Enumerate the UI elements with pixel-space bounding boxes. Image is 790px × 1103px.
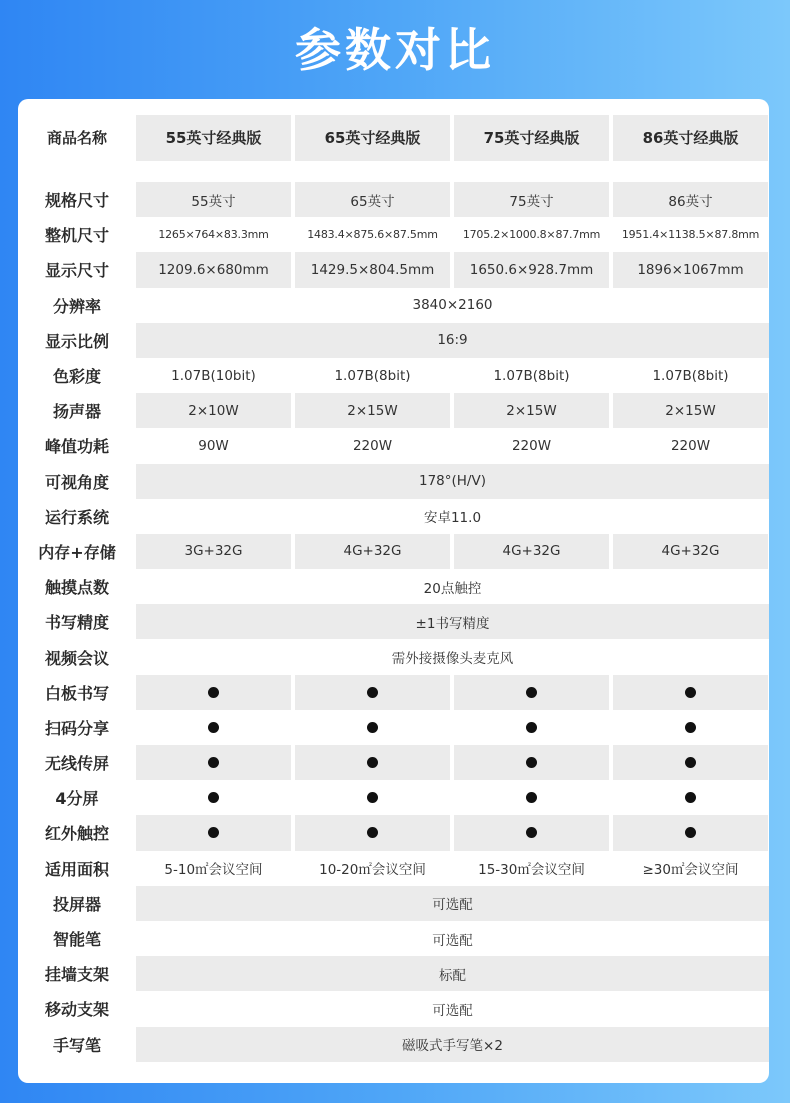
supported-cell — [136, 710, 291, 745]
row-values — [136, 393, 769, 428]
table-row — [18, 358, 769, 393]
supported-cell — [613, 745, 768, 780]
table-row — [18, 780, 769, 815]
value-cell: 15-30㎡会议空间 — [478, 862, 585, 879]
supported-cell — [613, 675, 768, 710]
row-label: 运行系统 — [44, 507, 109, 527]
value-cell: 1.07B(8bit) — [493, 367, 570, 384]
value-cell: 1.07B(8bit) — [652, 367, 729, 384]
row-values — [136, 991, 769, 1026]
row-values — [136, 288, 769, 323]
value-cell: 1483.4×875.6×87.5mm — [307, 228, 438, 242]
supported-dot-icon — [685, 827, 696, 838]
merged-value-cell: 需外接摄像头麦克风 — [391, 651, 514, 668]
merged-value-cell: 3840×2160 — [412, 297, 493, 314]
table-row — [18, 886, 769, 921]
supported-cell — [295, 780, 450, 815]
row-label: 显示尺寸 — [44, 261, 109, 281]
value-cell: 220W — [511, 437, 552, 454]
row-values — [136, 323, 769, 358]
row-label: 色彩度 — [52, 367, 101, 387]
row-values — [136, 499, 769, 534]
supported-cell — [613, 780, 768, 815]
value-cell: 90W — [198, 437, 229, 454]
value-cell: 55英寸 — [136, 182, 291, 217]
supported-dot-icon — [526, 827, 537, 838]
supported-dot-icon — [685, 792, 696, 803]
row-label: 内存+存储 — [38, 542, 116, 562]
row-label: 可视角度 — [44, 472, 109, 492]
row-label: 适用面积 — [44, 859, 109, 879]
row-values — [136, 710, 769, 745]
merged-value-cell: ±1书写精度 — [136, 604, 769, 639]
header-model-86: 86英寸经典版 — [613, 115, 768, 161]
row-values — [136, 886, 769, 921]
value-cell: 4G+32G — [454, 534, 609, 569]
value-cell: 1.07B(8bit) — [334, 367, 411, 384]
merged-value-cell: 磁吸式手写笔×2 — [136, 1027, 769, 1062]
row-values — [136, 921, 769, 956]
value-cell: 1429.5×804.5mm — [295, 252, 450, 287]
supported-dot-icon — [367, 757, 378, 768]
row-values — [136, 464, 769, 499]
supported-dot-icon — [526, 722, 537, 733]
row-label: 智能笔 — [52, 930, 101, 950]
table-row — [18, 1027, 769, 1062]
row-values — [136, 639, 769, 674]
table-row — [18, 991, 769, 1026]
row-label: 扫码分享 — [44, 718, 109, 738]
merged-value-cell: 标配 — [136, 956, 769, 991]
merged-value-cell: 20点触控 — [423, 580, 482, 597]
merged-value-cell: 可选配 — [432, 932, 473, 949]
row-values — [136, 675, 769, 710]
value-cell: 220W — [670, 437, 711, 454]
row-values — [136, 815, 769, 850]
table-row — [18, 182, 769, 217]
row-label: 4分屏 — [55, 789, 99, 809]
value-cell: 4G+32G — [295, 534, 450, 569]
spec-comparison-table — [18, 99, 769, 1083]
table-row — [18, 499, 769, 534]
value-cell: 86英寸 — [613, 182, 768, 217]
table-row — [18, 428, 769, 463]
spec-rows — [18, 182, 769, 1062]
value-cell: 75英寸 — [454, 182, 609, 217]
supported-cell — [295, 745, 450, 780]
supported-cell — [454, 815, 609, 850]
table-row — [18, 534, 769, 569]
row-label: 书写精度 — [44, 613, 109, 633]
supported-cell — [454, 675, 609, 710]
value-cell: 1.07B(10bit) — [171, 367, 256, 384]
value-cell: 1951.4×1138.5×87.8mm — [621, 228, 760, 242]
supported-cell — [136, 745, 291, 780]
value-cell: 220W — [352, 437, 393, 454]
table-row — [18, 604, 769, 639]
table-row — [18, 393, 769, 428]
merged-value-cell: 安卓11.0 — [423, 510, 482, 527]
supported-cell — [613, 815, 768, 850]
row-values — [136, 182, 769, 217]
supported-cell — [136, 815, 291, 850]
table-row — [18, 815, 769, 850]
supported-dot-icon — [685, 757, 696, 768]
value-cell: ≥30㎡会议空间 — [642, 862, 739, 879]
header-model-65: 65英寸经典版 — [295, 115, 450, 161]
row-values — [136, 745, 769, 780]
supported-dot-icon — [367, 722, 378, 733]
merged-value-cell: 可选配 — [432, 1002, 473, 1019]
supported-dot-icon — [685, 687, 696, 698]
row-label: 触摸点数 — [44, 578, 109, 598]
supported-cell — [454, 780, 609, 815]
value-cell: 1705.2×1000.8×87.7mm — [462, 228, 601, 242]
row-label: 分辨率 — [52, 296, 101, 316]
table-row — [18, 639, 769, 674]
supported-dot-icon — [208, 687, 219, 698]
value-cell: 2×15W — [613, 393, 768, 428]
table-row — [18, 288, 769, 323]
merged-value-cell: 178°(H/V) — [136, 464, 769, 499]
row-values — [136, 1027, 769, 1062]
supported-dot-icon — [208, 722, 219, 733]
supported-cell — [136, 675, 291, 710]
table-row — [18, 956, 769, 991]
value-cell: 3G+32G — [136, 534, 291, 569]
supported-dot-icon — [208, 757, 219, 768]
row-label: 峰值功耗 — [44, 437, 109, 457]
value-cell: 1265×764×83.3mm — [158, 228, 269, 242]
header-model-55: 55英寸经典版 — [136, 115, 291, 161]
header-model-75: 75英寸经典版 — [454, 115, 609, 161]
supported-dot-icon — [526, 792, 537, 803]
row-values — [136, 569, 769, 604]
supported-cell — [613, 710, 768, 745]
row-values — [136, 780, 769, 815]
row-values — [136, 534, 769, 569]
table-row — [18, 851, 769, 886]
row-values — [136, 252, 769, 287]
row-label: 整机尺寸 — [44, 226, 109, 246]
value-cell: 4G+32G — [613, 534, 768, 569]
row-values — [136, 604, 769, 639]
supported-dot-icon — [208, 792, 219, 803]
table-row — [18, 745, 769, 780]
row-label: 规格尺寸 — [44, 191, 109, 211]
page-title: 参数对比 — [295, 23, 495, 77]
row-values — [136, 956, 769, 991]
supported-dot-icon — [367, 687, 378, 698]
table-row — [18, 675, 769, 710]
supported-dot-icon — [367, 827, 378, 838]
row-label: 白板书写 — [44, 683, 109, 703]
row-label: 红外触控 — [44, 824, 109, 844]
row-label: 视频会议 — [44, 648, 109, 668]
row-label: 投屏器 — [52, 894, 101, 914]
row-values — [136, 358, 769, 393]
value-cell: 10-20㎡会议空间 — [319, 862, 426, 879]
supported-dot-icon — [526, 687, 537, 698]
row-values — [136, 428, 769, 463]
table-row — [18, 323, 769, 358]
supported-dot-icon — [367, 792, 378, 803]
supported-cell — [295, 675, 450, 710]
supported-cell — [454, 710, 609, 745]
table-row — [18, 464, 769, 499]
row-label: 移动支架 — [44, 1000, 109, 1020]
table-row — [18, 252, 769, 287]
row-label: 手写笔 — [52, 1035, 101, 1055]
row-values — [136, 217, 769, 252]
table-row — [18, 710, 769, 745]
row-values — [136, 851, 769, 886]
supported-cell — [136, 780, 291, 815]
merged-value-cell: 16:9 — [136, 323, 769, 358]
value-cell: 2×15W — [454, 393, 609, 428]
value-cell: 1209.6×680mm — [136, 252, 291, 287]
row-label: 挂墙支架 — [44, 965, 109, 985]
supported-cell — [295, 710, 450, 745]
supported-dot-icon — [208, 827, 219, 838]
table-row — [18, 217, 769, 252]
value-cell: 2×10W — [136, 393, 291, 428]
supported-dot-icon — [526, 757, 537, 768]
value-cell: 2×15W — [295, 393, 450, 428]
table-row — [18, 569, 769, 604]
supported-cell — [454, 745, 609, 780]
value-cell: 1896×1067mm — [613, 252, 768, 287]
supported-dot-icon — [685, 722, 696, 733]
table-row — [18, 921, 769, 956]
row-label: 扬声器 — [52, 402, 101, 422]
supported-cell — [295, 815, 450, 850]
value-cell: 1650.6×928.7mm — [454, 252, 609, 287]
value-cell: 65英寸 — [295, 182, 450, 217]
header-label: 商品名称 — [46, 129, 107, 147]
row-label: 无线传屏 — [44, 754, 109, 774]
row-label: 显示比例 — [44, 331, 109, 351]
value-cell: 5-10㎡会议空间 — [164, 862, 263, 879]
merged-value-cell: 可选配 — [136, 886, 769, 921]
